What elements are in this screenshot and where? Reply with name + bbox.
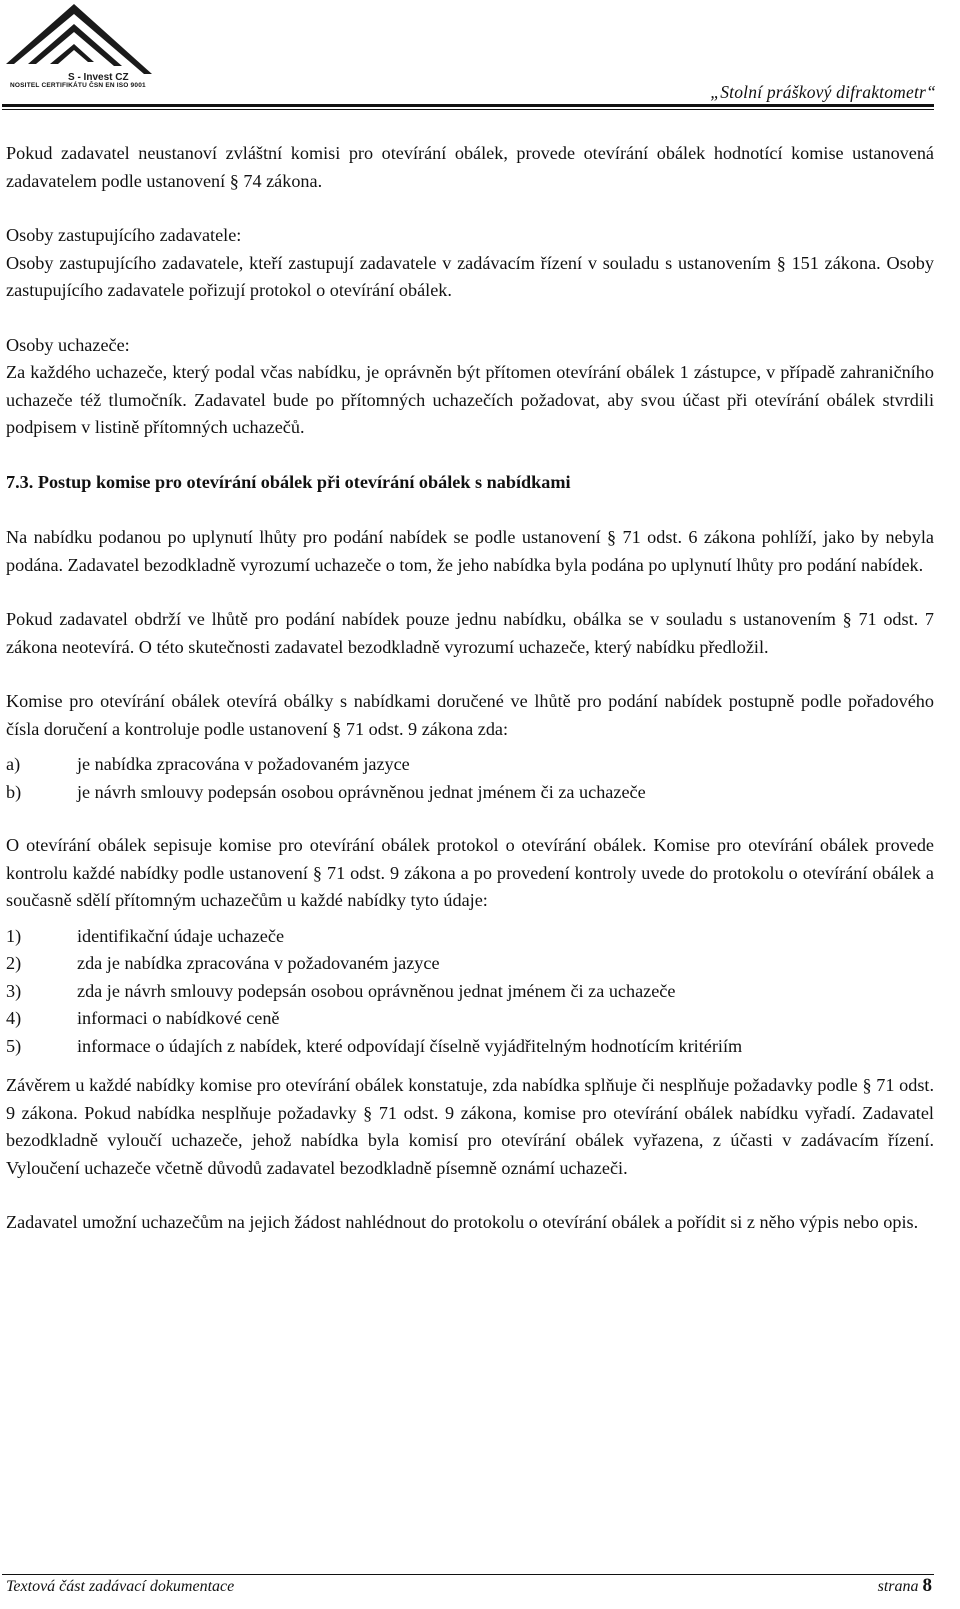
list-marker: 2) (6, 953, 22, 973)
list-item (6, 923, 934, 951)
paragraph-late-offer: Na nabídku podanou po uplynutí lhůty pro podání nabídek se podle ustanovení § 71 odst. 6 zákona pohlíží, jako by nebyla podána. Zadavatel bezodkladně vyrozumí uchazeče o tom, že jeho nabídka byla podána po uplynutí lhůty pro podání nabídek. (6, 527, 934, 575)
list-item-text: informace o údajích z nabídek, které odpovídají číselně vyjádřitelným hodnotícím kritériím (77, 1035, 743, 1056)
page-label: strana (877, 1578, 919, 1595)
paragraph-protocol: O otevírání obálek sepisuje komise pro otevírání obálek protokol o otevírání obálek. Komise pro otevírání obálek provede kontrolu každé nabídky podle ustanovení § 71 odst. 9 zákona a po provedení kontroly uvede do protokolu o otevírání obálek a současně sdělí přítomným uchazečům u každé nabídky tyto údaje: (6, 835, 934, 910)
section-heading: 7.3. Postup komise pro otevírání obálek při otevírání obálek s nabídkami (6, 471, 571, 492)
list-item (6, 1033, 934, 1061)
page-number (878, 1575, 932, 1597)
list-marker: 4) (6, 1008, 22, 1028)
paragraph-commission: Pokud zadavatel neustanoví zvláštní komisi pro otevírání obálek, provede otevírání obálek hodnotící komise ustanovená zadavatelem podle ustanovení § 74 zákona. (6, 143, 934, 191)
section-label-representatives: Osoby zastupujícího zadavatele: (6, 225, 242, 245)
check-list (6, 751, 934, 806)
section-label-bidders: Osoby uchazeče: (6, 334, 130, 355)
list-item (6, 1005, 934, 1033)
list-marker: 1) (6, 925, 22, 946)
page-header (0, 0, 960, 112)
page-number-value: 8 (922, 1575, 932, 1596)
document-title: „Stolní práškový difraktometr“ (710, 82, 936, 102)
list-item-text: je návrh smlouvy podepsán osobou oprávněnou jednat jménem či za uchazeče (77, 781, 646, 802)
logo-brand-text: S - Invest CZ (68, 72, 129, 83)
list-item (6, 978, 934, 1006)
paragraph-opening-order: Komise pro otevírání obálek otevírá obálky s nabídkami doručené ve lhůtě pro podání nabídek postupně podle pořadového čísla doručení a kontroluje podle ustanovení § 71 odst. 9 zákona zda: (6, 691, 934, 739)
footer-divider (2, 1574, 934, 1575)
list-item (6, 950, 934, 978)
paragraph-bidders: Za každého uchazeče, který podal včas nabídku, je oprávněn být přítomen otevírání obálek 1 zástupce, v případě zahraničního uchazeče též tlumočník. Zadavatel bude po přítomných uchazečích požadovat, aby svou účast při otevírání obálek stvrdili podpisem v listině přítomných uchazečů. (6, 362, 934, 437)
list-marker: b) (6, 781, 22, 802)
list-item (6, 751, 934, 779)
list-marker: 5) (6, 1035, 22, 1056)
logo-caption: NOSITEL CERTIFIKÁTU ČSN EN ISO 9001 (10, 82, 146, 89)
list-item-text: zda je návrh smlouvy podepsán osobou oprávněnou jednat jménem či za uchazeče (77, 980, 676, 1001)
company-logo (4, 2, 154, 98)
logo-roof-icon (4, 2, 154, 86)
protocol-items-list (6, 923, 934, 1061)
paragraph-single-offer: Pokud zadavatel obdrží ve lhůtě pro podání nabídek pouze jednu nabídku, obálka se v souladu s ustanovením § 71 odst. 7 zákona neotevírá. O této skutečnosti zadavatel bezodkladně vyrozumí uchazeče, který nabídku předložil. (6, 609, 934, 657)
document-body (6, 140, 934, 1264)
list-item-text: identifikační údaje uchazeče (77, 925, 285, 946)
list-item-text: zda je nabídka zpracována v požadovaném jazyce (77, 953, 440, 973)
paragraph-conclusion: Závěrem u každé nabídky komise pro otevírání obálek konstatuje, zda nabídka splňuje či nesplňuje požadavky podle § 71 odst. 9 zákona. Pokud nabídka nesplňuje požadavky § 71 odst. 9 zákona, komise pro otevírání obálek nabídku vyřadí. Zadavatel bezodkladně vyloučí uchazeče, jehož nabídka byla komisí pro otevírání obálek vyřazena, z účasti v zadávacím řízení. Vyloučení uchazeče včetně důvodů zadavatel bezodkladně písemně oznámí uchazeči. (6, 1075, 934, 1178)
list-item-text: informaci o nabídkové ceně (77, 1008, 280, 1028)
list-item (6, 779, 934, 807)
list-item-text: je nabídka zpracována v požadovaném jazyce (77, 754, 410, 774)
header-divider (2, 104, 934, 110)
footer-document-name: Textová část zadávací dokumentace (6, 1578, 235, 1595)
list-marker: 3) (6, 980, 22, 1001)
list-marker: a) (6, 754, 21, 774)
paragraph-representatives: Osoby zastupujícího zadavatele, kteří zastupují zadavatele v zadávacím řízení v souladu s ustanovením § 151 zákona. Osoby zastupujícího zadavatele pořizují protokol o otevírání obálek. (6, 252, 934, 300)
paragraph-inspection: Zadavatel umožní uchazečům na jejich žádost nahlédnout do protokolu o otevírání obálek a pořídit si z něho výpis nebo opis. (6, 1212, 919, 1232)
